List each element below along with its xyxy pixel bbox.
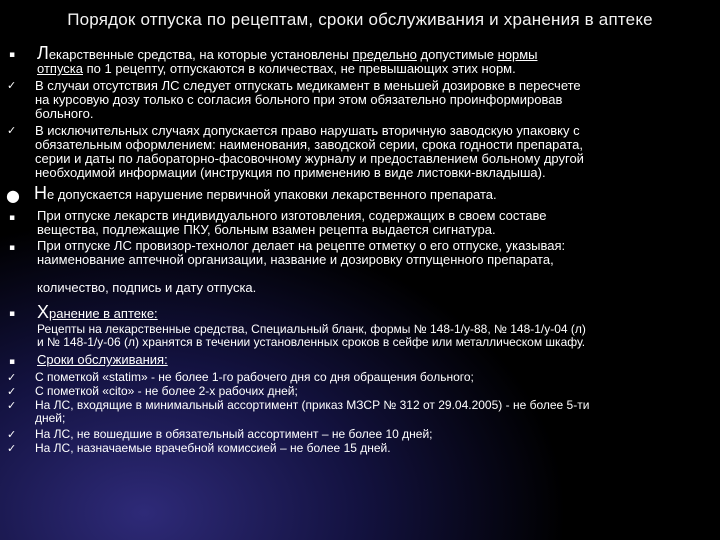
slide-title: Порядок отпуска по рецептам, сроки обслуживания и хранения в аптеке <box>67 10 653 29</box>
text-run: допустимые <box>416 47 498 62</box>
list-item <box>6 183 706 205</box>
drop-letter: Х <box>37 302 50 322</box>
list-item-text <box>37 353 706 367</box>
drop-letter: Л <box>37 43 49 63</box>
list-item <box>6 428 706 441</box>
text-run: по 1 рецепту, отпускаются в количествах, не превышающих этих норм. <box>83 61 516 76</box>
underlined-text: предельно <box>352 47 417 62</box>
square-bullet-icon: ▪ <box>9 357 16 367</box>
list-item <box>6 399 706 425</box>
list-item <box>6 385 706 398</box>
list-item <box>6 43 706 76</box>
list-item-text <box>35 79 706 121</box>
list-item <box>6 239 706 295</box>
checkmark-bullet-icon: ✓ <box>7 442 17 455</box>
list-item-text <box>37 209 706 237</box>
text-run: На ЛС, назначаемые врачебной комиссией – не более 15 дней. <box>35 441 391 455</box>
checkmark-bullet-icon: ✓ <box>7 399 17 412</box>
text-run: На ЛС, входящие в минимальный ассортимент (приказ МЗСР № 312 от 29.04.2005) - не более 5-ти дней; <box>35 398 590 425</box>
list-item-text <box>35 371 706 384</box>
no-bullet <box>6 323 37 327</box>
list-item <box>6 323 706 349</box>
list-item-text <box>35 442 706 455</box>
list-item-text <box>34 183 706 203</box>
drop-letter: Н <box>34 183 47 203</box>
text-run: В случаи отсутствия ЛС следует отпускать медикамент в меньшей дозировке в пересчете на курсовую дозу только с согласия больного при этом обязательно проинформировав больного. <box>35 78 581 121</box>
list-item <box>6 442 706 455</box>
text-run: При отпуске лекарств индивидуального изготовления, содержащих в своем составе вещества, подлежащие ПКУ, больным взамен рецепта выдается сигнатура. <box>37 208 547 237</box>
list-item <box>6 353 706 367</box>
square-bullet-icon: ▪ <box>9 50 16 60</box>
text-run: В исключительных случаях допускается право нарушать вторичную заводскую упаковку с обязательным оформлением: наименования, заводской серии, срока годности препарата, серии и даты по лабораторно-фасовочному журналу и предоставлением больному другой необходимой информации (инструкция по применению в виде листовки-вкладыша). <box>35 123 584 180</box>
checkmark-bullet-icon: ✓ <box>7 385 17 398</box>
list-item <box>6 209 706 237</box>
checkmark-bullet-icon: ✓ <box>7 428 17 441</box>
underlined-text: Сроки обслуживания: <box>37 352 168 367</box>
square-bullet-icon: ▪ <box>9 213 16 223</box>
text-run: С пометкой «cito» - не более 2-х рабочих дней; <box>35 384 298 398</box>
checkmark-bullet-icon: ✓ <box>7 124 17 137</box>
list-item <box>6 124 706 180</box>
list-item-text <box>37 302 706 322</box>
list-item-text <box>35 385 706 398</box>
slide-body <box>6 43 706 455</box>
underlined-text: ранение в аптеке: <box>49 306 158 321</box>
list-item-text <box>35 399 706 425</box>
square-bullet-icon: ▪ <box>9 243 16 253</box>
list-item-text <box>37 43 706 76</box>
list-item <box>6 371 706 384</box>
text-run: С пометкой «statim» - не более 1-го рабочего дня со дня обращения больного; <box>35 370 474 384</box>
text-run: На ЛС, не вошедшие в обязательный ассортимент – не более 10 дней; <box>35 427 433 441</box>
square-bullet-icon: ▪ <box>9 309 16 319</box>
checkmark-bullet-icon: ✓ <box>7 371 17 384</box>
underlined-text: нормы <box>497 47 538 62</box>
list-item-text <box>35 428 706 441</box>
list-item <box>6 302 706 322</box>
round-bullet-icon: ● <box>6 186 20 205</box>
text-run: е допускается нарушение первичной упаковки лекарственного препарата. <box>47 187 497 202</box>
list-item-text <box>35 124 706 180</box>
text-run: Рецепты на лекарственные средства, Специальный бланк, формы № 148-1/у-88, № 148-1/у-04 (л) и № 148-1/у-06 (л) хранятся в течении установленных сроков в сейфе или металлическом шкафу. <box>37 322 586 349</box>
list-item <box>6 79 706 121</box>
checkmark-bullet-icon: ✓ <box>7 79 17 92</box>
list-item-text <box>37 323 706 349</box>
text-run: При отпуске ЛС провизор-технолог делает на рецепте отметку о его отпуске, указывая: наименование аптечной организации, название и дозировку отпущенного препарата, количество, подпись и дату отпуска. <box>37 238 566 295</box>
underlined-text: отпуска <box>37 61 83 76</box>
list-item-text <box>37 239 706 295</box>
text-run: екарственные средства, на которые установлены <box>48 47 353 62</box>
